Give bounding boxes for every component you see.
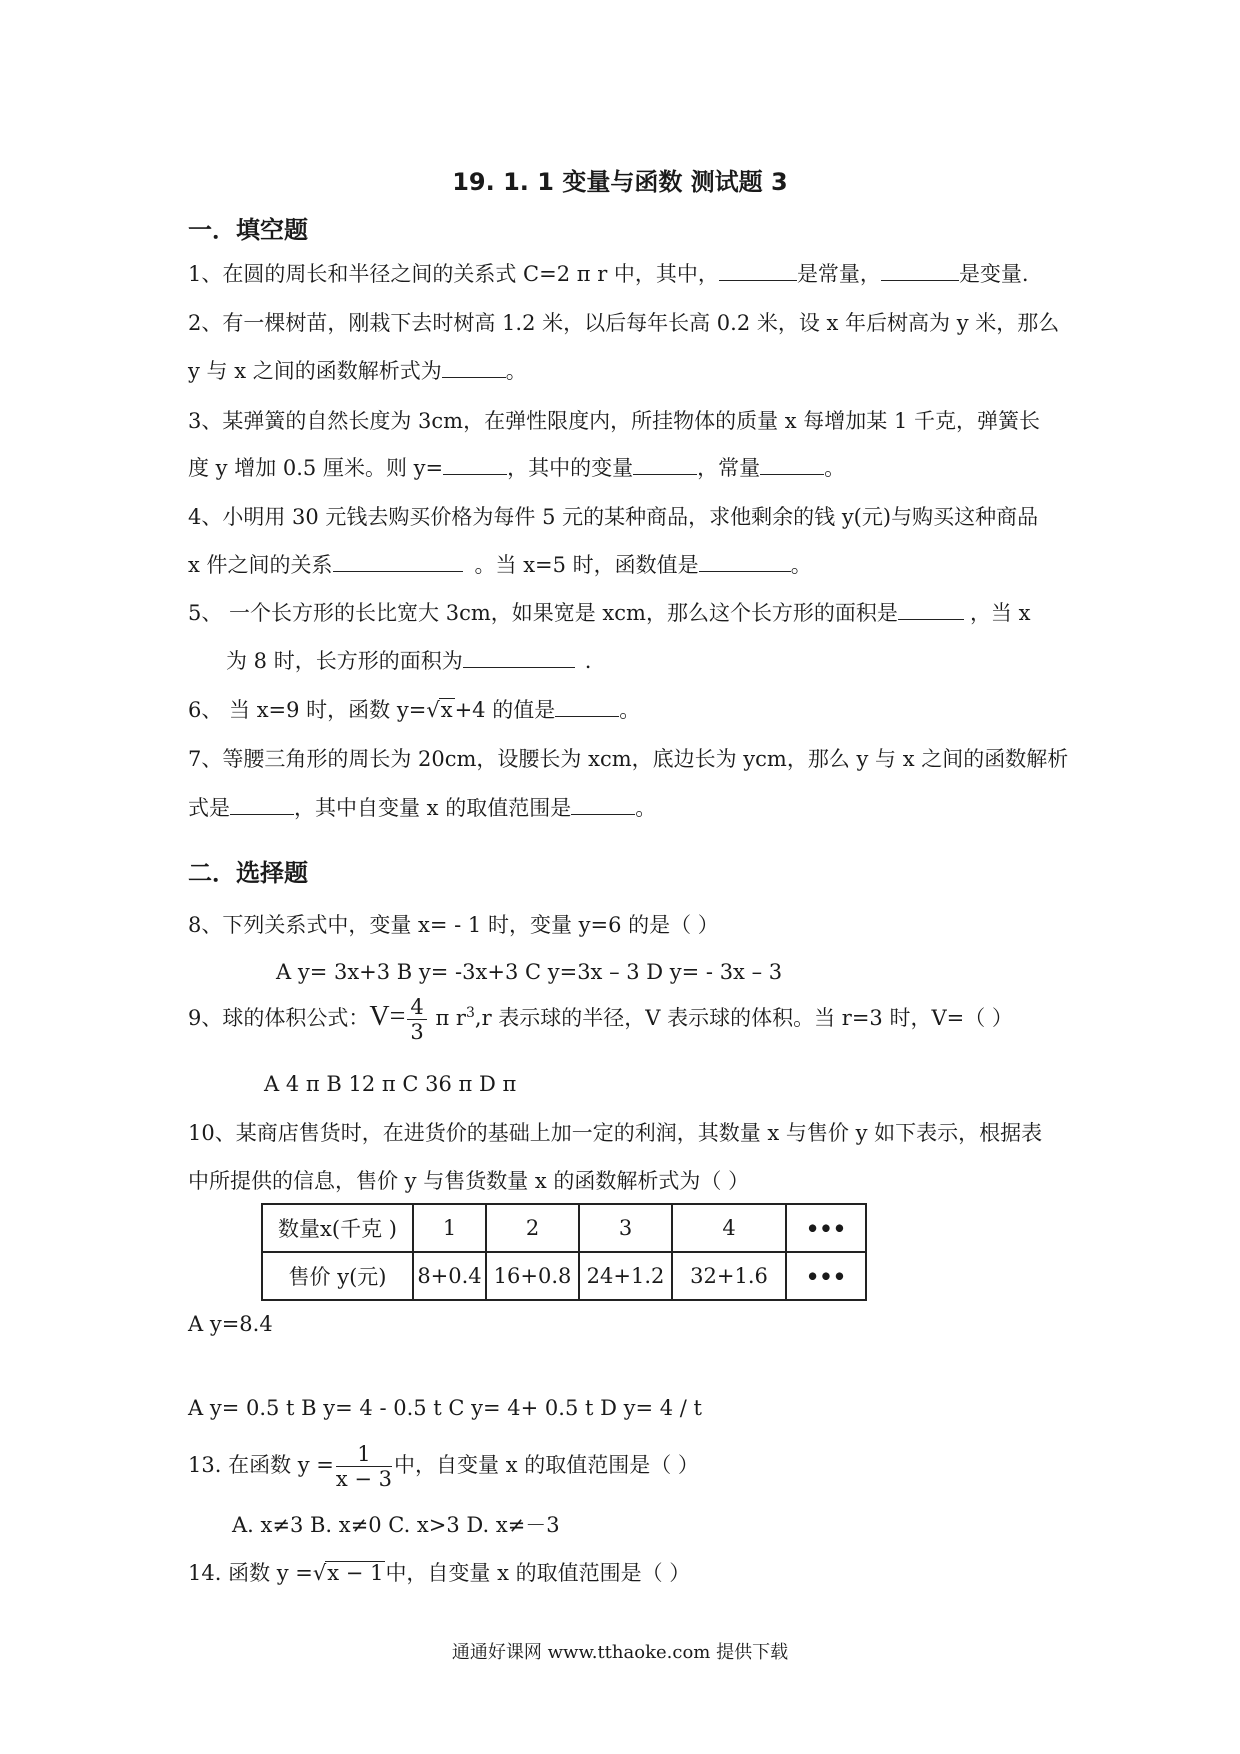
question-12-options: A y= 0.5 t B y= 4 - 0.5 t C y= 4+ 0.5 t D y= 4 / t	[188, 1396, 702, 1420]
answer-blank[interactable]	[898, 601, 964, 620]
question-13-options: A. x≠3 B. x≠0 C. x>3 D. x≠－3	[232, 1513, 560, 1537]
answer-blank[interactable]	[463, 649, 575, 668]
question-8-options: A y= 3x+3 B y= -3x+3 C y=3x – 3 D y= - 3x – 3	[276, 960, 783, 984]
question-9-options: A 4 π B 12 π C 36 π D π	[264, 1072, 517, 1096]
question-10-line-1: 10、某商店售货时，在进货价的基础上加一定的利润，其数量 x 与售价 y 如下表示，根据表	[188, 1121, 1043, 1145]
section-fill-in-heading: 一．填空题	[188, 216, 308, 244]
answer-blank[interactable]	[633, 456, 697, 475]
question-2-line-2: y 与 x 之间的函数解析式为 。	[188, 359, 527, 383]
answer-blank[interactable]	[442, 359, 506, 378]
answer-blank[interactable]	[230, 796, 294, 815]
question-5-line-2: 为 8 时，长方形的面积为 .	[226, 649, 592, 673]
question-8-stem: 8、下列关系式中，变量 x= - 1 时，变量 y=6 的是（ ）	[188, 913, 719, 937]
question-14-stem: 14. 函数 y =√x − 1中，自变量 x 的取值范围是（ ）	[188, 1561, 691, 1585]
table-row: 数量x(千克 ) 1 2 3 4 •••	[262, 1204, 866, 1252]
answer-blank[interactable]	[881, 262, 959, 281]
radical-sign: √	[312, 1561, 327, 1585]
section-choice-heading: 二．选择题	[188, 859, 308, 887]
question-10-answer: A y=8.4	[188, 1312, 273, 1336]
question-4-line-2: x 件之间的关系 。当 x=5 时，函数值是 。	[188, 553, 812, 577]
answer-blank[interactable]	[333, 553, 463, 572]
question-10-line-2: 中所提供的信息，售价 y 与售货数量 x 的函数解析式为（ ）	[188, 1169, 750, 1193]
question-6: 6、 当 x=9 时，函数 y=√x+4 的值是 。	[188, 698, 641, 722]
answer-blank[interactable]	[760, 456, 824, 475]
fraction: $\frac{4}{3}$	[407, 995, 426, 1044]
answer-blank[interactable]	[571, 796, 635, 815]
question-7-line-2: 式是 ，其中自变量 x 的取值范围是 。	[188, 796, 657, 820]
data-table	[261, 1203, 867, 1301]
answer-blank[interactable]	[699, 553, 791, 572]
question-1: 1、在圆的周长和半径之间的关系式 C=2 π r 中，其中， 是常量， 是变量.	[188, 262, 1029, 286]
radical-sign: √	[426, 698, 440, 722]
answer-blank[interactable]	[719, 262, 797, 281]
answer-blank[interactable]	[443, 456, 507, 475]
question-4-line-1: 4、小明用 30 元钱去购买价格为每件 5 元的某种商品，求他剩余的钱 y(元)与购买这种商品	[188, 505, 1039, 529]
question-5-line-1: 5、 一个长方形的长比宽大 3cm，如果宽是 xcm，那么这个长方形的面积是 ，当 x	[188, 601, 1031, 625]
fraction: $\frac{1}{x - 3}$	[335, 1442, 393, 1491]
question-2-line-1: 2、有一棵树苗，刚栽下去时树高 1.2 米，以后每年长高 0.2 米，设 x 年后树高为 y 米，那么	[188, 311, 1060, 335]
question-13-stem: 13. 在函数 y = $\frac{1}{x - 3}$ 中，自变量 x 的取值范围是（ ）	[188, 1442, 699, 1491]
question-3-line-2: 度 y 增加 0.5 厘米。则 y= ，其中的变量 ，常量 。	[188, 456, 846, 480]
table-row: 售价 y(元) 8+0.4 16+0.8 24+1.2 32+1.6 •••	[262, 1252, 866, 1300]
page-title: 19. 1. 1 变量与函数 测试题 3	[452, 168, 788, 196]
question-3-line-1: 3、某弹簧的自然长度为 3cm，在弹性限度内，所挂物体的质量 x 每增加某 1 千克，弹簧长	[188, 409, 1040, 433]
question-9-stem: 9、球的体积公式：V= $\frac{4}{3}$ π $r^3,r$ 表示球的半径，V 表示球的体积。当 r=3 时，V=（ ）	[188, 995, 1013, 1044]
question-7-line-1: 7、等腰三角形的周长为 20cm，设腰长为 xcm，底边长为 ycm，那么 y 与 x 之间的函数解析	[188, 747, 1069, 771]
footer: 通通好课网 www.tthaoke.com 提供下载	[451, 1642, 789, 1663]
answer-blank[interactable]	[555, 698, 619, 717]
